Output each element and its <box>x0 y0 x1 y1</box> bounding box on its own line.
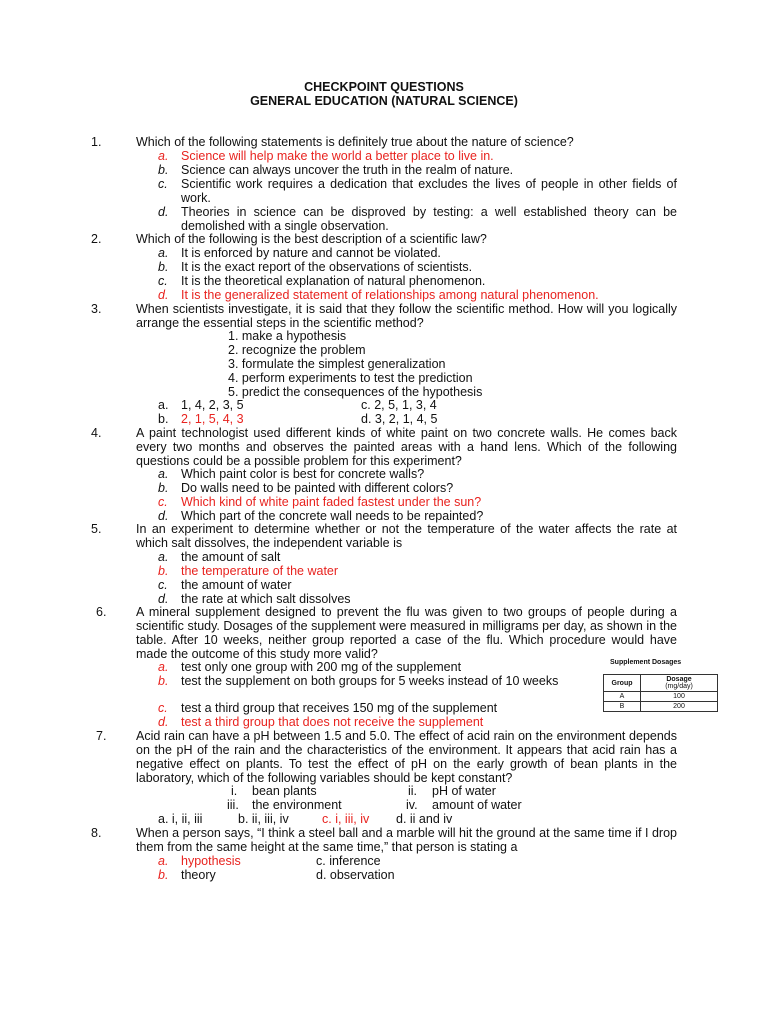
q5-option-d: the rate at which salt dissolves <box>181 592 351 606</box>
q2-letter-b: b. <box>158 260 169 274</box>
q7-option-c: c. i, iii, iv <box>322 812 370 826</box>
q7-item-iv: amount of water <box>432 798 522 812</box>
q2-letter-a: a. <box>158 246 169 260</box>
question-7-stem: Acid rain can have a pH between 1.5 and 5.0. The effect of acid rain on the environment depends on the pH of the rain and the characteristics of the environment. It appears that acid rain has a negative effect on plants. To test the effect of pH on the early growth of bean plants in the laboratory, which of the following variables should be kept constant? <box>136 729 677 785</box>
question-6-number: 6. <box>96 605 107 619</box>
q4-option-b: Do walls need to be painted with different colors? <box>181 481 454 495</box>
q1-option-c: Scientific work requires a dedication that excludes the lives of people in other fields of work. <box>181 177 677 205</box>
q1-letter-a: a. <box>158 149 169 163</box>
table-header-dosage <box>641 675 718 692</box>
q5-option-b: the temperature of the water <box>181 564 339 578</box>
question-2-stem: Which of the following is the best description of a scientific law? <box>136 232 487 246</box>
q7-roman-iii: iii. <box>227 798 239 812</box>
q4-option-d: Which part of the concrete wall needs to be repainted? <box>181 509 484 523</box>
q6-option-c: test a third group that receives 150 mg of the supplement <box>181 701 498 715</box>
question-4-stem: A paint technologist used different kinds of white paint on two concrete walls. He comes back every two months and observes the painted areas with a hand lens. Which of the following questions could be a possible problem for this experiment? <box>136 426 677 468</box>
question-8-number: 8. <box>91 826 102 840</box>
q8-option-d: d. observation <box>316 868 395 882</box>
table-header-row <box>604 675 718 692</box>
q7-item-i: bean plants <box>252 784 317 798</box>
q7-roman-iv: iv. <box>406 798 418 812</box>
question-6-stem: A mineral supplement designed to prevent the flu was given to two groups of people during a scientific study. Dosages of the supplement were measured in milligrams per day, as shown in the table. After 10 weeks, neither group reported a case of the flu. Which procedure would have made the outcome of this study more valid? <box>136 605 677 661</box>
q3-option-b: 2, 1, 5, 4, 3 <box>181 412 244 426</box>
q3-step: 3. formulate the simplest generalization <box>228 357 446 371</box>
q5-option-a: the amount of salt <box>181 550 281 564</box>
q7-option-b: b. ii, iii, iv <box>238 812 289 826</box>
table-row <box>604 692 718 702</box>
question-5-number: 5. <box>91 522 102 536</box>
q2-option-c: It is the theoretical explanation of natural phenomenon. <box>181 274 486 288</box>
page-subtitle: GENERAL EDUCATION (NATURAL SCIENCE) <box>250 94 518 108</box>
q3-step: 4. perform experiments to test the prediction <box>228 371 473 385</box>
q7-option-d: d. ii and iv <box>396 812 453 826</box>
q6-letter-b: b. <box>158 674 169 688</box>
q3-letter-b: b. <box>158 412 169 426</box>
supplement-table <box>603 674 718 712</box>
q3-option-c: c. 2, 5, 1, 3, 4 <box>361 398 437 412</box>
q4-option-a: Which paint color is best for concrete walls? <box>181 467 425 481</box>
q5-letter-b: b. <box>158 564 169 578</box>
table-cell: 100 <box>641 692 718 702</box>
table-header-dosage-label: Dosage <box>666 676 692 683</box>
q8-letter-a: a. <box>158 854 169 868</box>
question-1-number: 1. <box>91 135 102 149</box>
q3-letter-a: a. <box>158 398 169 412</box>
q1-option-d: Theories in science can be disproved by testing: a well established theory can be demolished with a single observation. <box>181 205 677 233</box>
q6-letter-a: a. <box>158 660 169 674</box>
table-header-group: Group <box>604 675 641 692</box>
table-cell: A <box>604 692 641 702</box>
q1-letter-d: d. <box>158 205 169 219</box>
question-4-number: 4. <box>91 426 102 440</box>
q2-letter-c: c. <box>158 274 168 288</box>
q7-item-ii: pH of water <box>432 784 496 798</box>
q6-option-d: test a third group that does not receive the supplement <box>181 715 484 729</box>
q2-option-d: It is the generalized statement of relationships among natural phenomenon. <box>181 288 599 302</box>
q3-step: 5. predict the consequences of the hypothesis <box>228 385 483 399</box>
q8-option-c: c. inference <box>316 854 381 868</box>
q2-option-b: It is the exact report of the observations of scientists. <box>181 260 473 274</box>
q6-letter-c: c. <box>158 701 168 715</box>
q6-letter-d: d. <box>158 715 169 729</box>
supplement-table-title: Supplement Dosages <box>610 659 682 666</box>
question-2-number: 2. <box>91 232 102 246</box>
table-cell: 200 <box>641 702 718 712</box>
q8-option-b: theory <box>181 868 216 882</box>
q1-letter-b: b. <box>158 163 169 177</box>
question-1-stem: Which of the following statements is definitely true about the nature of science? <box>136 135 574 149</box>
question-3-stem: When scientists investigate, it is said that they follow the scientific method. How will you logically arrange the essential steps in the scientific method? <box>136 302 677 330</box>
question-5-stem: In an experiment to determine whether or not the temperature of the water affects the rate at which salt dissolves, the independent variable is <box>136 522 677 550</box>
q4-letter-c: c. <box>158 495 168 509</box>
q3-option-a: 1, 4, 2, 3, 5 <box>181 398 244 412</box>
q2-option-a: It is enforced by nature and cannot be violated. <box>181 246 441 260</box>
table-row <box>604 702 718 712</box>
q6-option-a: test only one group with 200 mg of the supplement <box>181 660 462 674</box>
table-cell: B <box>604 702 641 712</box>
q4-letter-a: a. <box>158 467 169 481</box>
q3-option-d: d. 3, 2, 1, 4, 5 <box>361 412 438 426</box>
page-title: CHECKPOINT QUESTIONS <box>304 80 464 94</box>
q3-step: 1. make a hypothesis <box>228 329 347 343</box>
q4-option-c: Which kind of white paint faded fastest under the sun? <box>181 495 482 509</box>
q4-letter-b: b. <box>158 481 169 495</box>
q5-letter-a: a. <box>158 550 169 564</box>
q8-option-a: hypothesis <box>181 854 241 868</box>
q7-roman-i: i. <box>231 784 238 798</box>
q3-step: 2. recognize the problem <box>228 343 366 357</box>
question-7-number: 7. <box>96 729 107 743</box>
q5-option-c: the amount of water <box>181 578 292 592</box>
table-header-dosage-unit: (mg/day) <box>665 683 693 690</box>
q7-item-iii: the environment <box>252 798 342 812</box>
question-8-stem: When a person says, “I think a steel ball and a marble will hit the ground at the same time if I drop them from the same height at the same time,” that person is stating a <box>136 826 677 854</box>
q5-letter-d: d. <box>158 592 169 606</box>
q7-roman-ii: ii. <box>408 784 418 798</box>
q1-option-a: Science will help make the world a better place to live in. <box>181 149 494 163</box>
q5-letter-c: c. <box>158 578 168 592</box>
q1-option-b: Science can always uncover the truth in the realm of nature. <box>181 163 514 177</box>
q4-letter-d: d. <box>158 509 169 523</box>
q2-letter-d: d. <box>158 288 169 302</box>
question-3-number: 3. <box>91 302 102 316</box>
q8-letter-b: b. <box>158 868 169 882</box>
q6-option-b: test the supplement on both groups for 5 weeks instead of 10 weeks <box>181 674 559 688</box>
q7-option-a: a. i, ii, iii <box>158 812 203 826</box>
q1-letter-c: c. <box>158 177 168 191</box>
